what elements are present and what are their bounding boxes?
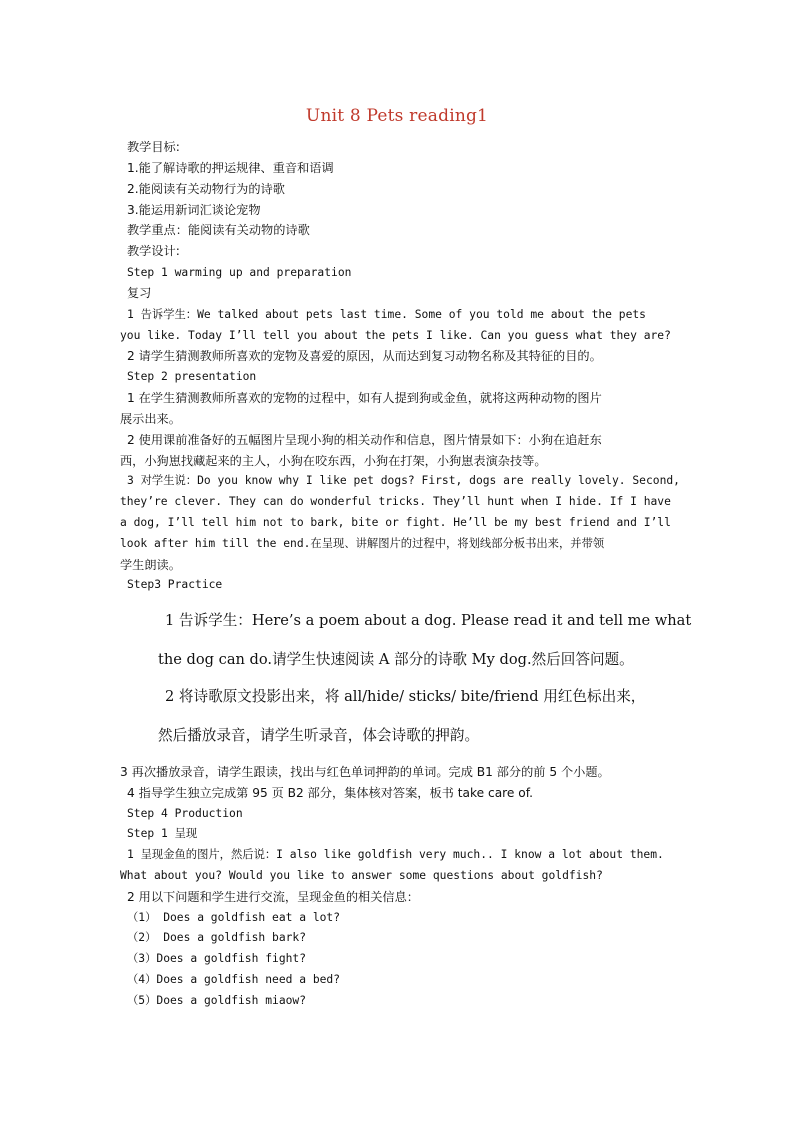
step-heading: Step3 Practice [127, 578, 223, 591]
text-line: 学生朗读。 [120, 558, 181, 572]
text-line: 1.能了解诗歌的押运规律、重音和语调 [127, 161, 334, 175]
text-line: 4 指导学生独立完成第 95 页 B2 部分，集体核对答案，板书 take care of. [127, 786, 534, 800]
text-line: 3.能运用新词汇谈论宠物 [127, 203, 261, 217]
text-line: 复习 [127, 286, 152, 300]
text-line: 教学目标: [127, 140, 180, 154]
question-item: （5）Does a goldfish miaow? [127, 994, 307, 1007]
step-heading: Step 1 warming up and preparation [127, 266, 352, 279]
document-title: Unit 8 Pets reading1 [305, 106, 489, 126]
text-line: they’re clever. They can do wonderful tricks. They’ll hunt when I hide. If I have [120, 495, 671, 508]
step-heading: Step 1 呈现 [127, 827, 198, 840]
question-item: （2） Does a goldfish bark? [127, 931, 307, 944]
question-item: （3）Does a goldfish fight? [127, 952, 307, 965]
text-line: a dog, I’ll tell him not to bark, bite or fight. He’ll be my best friend and I’ll [120, 516, 671, 529]
text-line: 3 再次播放录音，请学生跟读，找出与红色单词押韵的单词。完成 B1 部分的前 5 个小题。 [120, 765, 610, 779]
step-heading: Step 4 Production [127, 807, 243, 820]
text-line: 2 请学生猜测教师所喜欢的宠物及喜爱的原因，从而达到复习动物名称及其特征的目的。 [127, 349, 602, 363]
text-line: 1 在学生猜测教师所喜欢的宠物的过程中，如有人提到狗或金鱼，就将这两种动物的图片 [127, 391, 602, 405]
text-line: 教学重点：能阅读有关动物的诗歌 [127, 223, 310, 237]
text-line: 1 告诉学生：Here’s a poem about a dog. Please read it and tell me what [165, 612, 692, 629]
text-line: 3 对学生说：Do you know why I like pet dogs? First, dogs are really lovely. Second, [127, 474, 680, 487]
text-line: 1 告诉学生：We talked about pets last time. Some of you told me about the pets [127, 308, 646, 321]
text-line: 西，小狗崽找藏起来的主人，小狗在咬东西，小狗在打架，小狗崽表演杂技等。 [120, 454, 547, 468]
text-line: 2.能阅读有关动物行为的诗歌 [127, 182, 285, 196]
text-line: 然后播放录音，请学生听录音，体会诗歌的押韵。 [158, 727, 480, 744]
text-line: 2 用以下问题和学生进行交流，呈现金鱼的相关信息： [127, 890, 419, 904]
step-heading: Step 2 presentation [127, 370, 257, 383]
question-item: （1） Does a goldfish eat a lot? [127, 911, 341, 924]
question-item: （4）Does a goldfish need a bed? [127, 973, 341, 986]
text-line: 1 呈现金鱼的图片，然后说：I also like goldfish very much.. I know a lot about them. [127, 848, 664, 861]
text-line: 2 使用课前准备好的五幅图片呈现小狗的相关动作和信息，图片情景如下：小狗在追赶东 [127, 433, 602, 447]
text-line: the dog can do.请学生快速阅读 A 部分的诗歌 My dog.然后回答问题。 [158, 651, 634, 668]
text-line: you like. Today I’ll tell you about the pets I like. Can you guess what they are? [120, 329, 671, 342]
text-line: 2 将诗歌原文投影出来，将 all/hide/ sticks/ bite/friend 用红色标出来， [165, 688, 646, 705]
text-line: What about you? Would you like to answer some questions about goldfish? [120, 869, 603, 882]
text-line: 展示出来。 [120, 412, 181, 426]
text-line: look after him till the end.在呈现、讲解图片的过程中，将划线部分板书出来，并带领 [120, 537, 605, 550]
text-line: 教学设计: [127, 244, 180, 258]
